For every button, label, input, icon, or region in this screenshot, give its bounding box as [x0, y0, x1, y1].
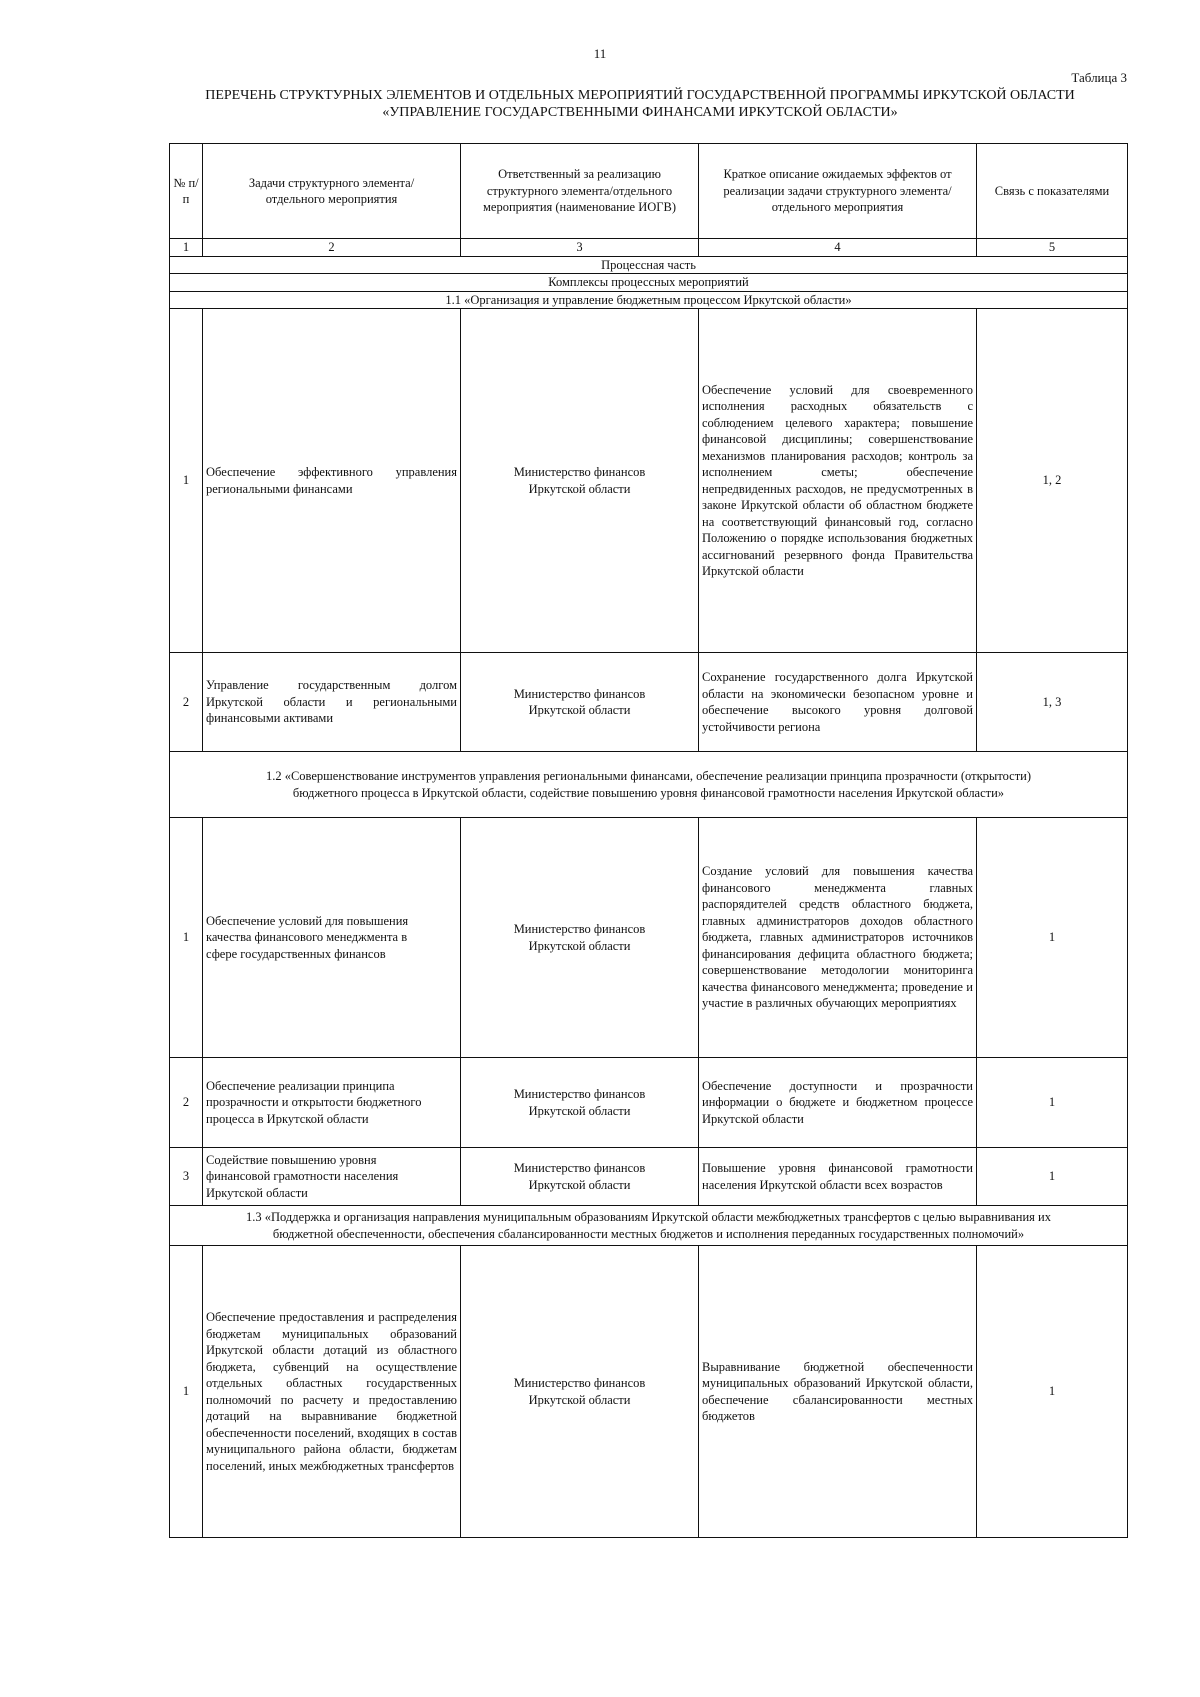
row-num: 1	[170, 309, 203, 653]
structural-elements-table	[169, 143, 1128, 1538]
table-row	[170, 1246, 1128, 1538]
row-effects: Обеспечение условий для своевременного исполнения расходных обязательств с соблюдением целевого характера; повышение финансовой дисциплины; совершенствование механизмов планирования расходов; контроль за исполнением сметы; обеспечение непредвиденных расходов, не предусмотренных в законе Иркутской области об областном бюджете на соответствующий финансовый год, согласно Положению о порядке использования бюджетных ассигнований резервного фонда Правительства Иркутской области	[699, 309, 977, 653]
table-row	[170, 653, 1128, 752]
row-responsible: Министерство финансов Иркутской области	[461, 1058, 699, 1148]
title-line-2: «УПРАВЛЕНИЕ ГОСУДАРСТВЕННЫМИ ФИНАНСАМИ ИРКУТСКОЙ ОБЛАСТИ»	[382, 105, 898, 120]
header-row	[170, 144, 1128, 239]
row-indicators: 1, 2	[977, 309, 1128, 653]
row-num: 2	[170, 1058, 203, 1148]
row-responsible: Министерство финансов Иркутской области	[461, 653, 699, 752]
section-1-2-title-line-2: бюджетного процесса в Иркутской области, содействие повышению уровня финансовой грамотности населения Иркутской области»	[292, 785, 1005, 800]
title-line-1: ПЕРЕЧЕНЬ СТРУКТУРНЫХ ЭЛЕМЕНТОВ И ОТДЕЛЬНЫХ МЕРОПРИЯТИЙ ГОСУДАРСТВЕННОЙ ПРОГРАММЫ ИРКУТСКОЙ ОБЛАСТИ	[205, 88, 1075, 103]
col-number-3: 3	[461, 239, 699, 257]
header-indicators: Связь с показателями	[977, 144, 1128, 239]
row-task: Содействие повышению уровня финансовой грамотности населения Иркутской области	[203, 1148, 461, 1206]
row-indicators: 1	[977, 818, 1128, 1058]
row-task: Обеспечение реализации принципа прозрачности и открытости бюджетного процесса в Иркутской области	[203, 1058, 461, 1148]
row-num: 2	[170, 653, 203, 752]
section-1-1-title: 1.1 «Организация и управление бюджетным процессом Иркутской области»	[170, 291, 1128, 309]
col-number-4: 4	[699, 239, 977, 257]
row-responsible: Министерство финансов Иркутской области	[461, 309, 699, 653]
section-1-2-row	[170, 752, 1128, 818]
row-indicators: 1	[977, 1246, 1128, 1538]
col-number-2: 2	[203, 239, 461, 257]
header-num: № п/п	[170, 144, 203, 239]
table-row	[170, 818, 1128, 1058]
row-num: 1	[170, 1246, 203, 1538]
table-label: Таблица 3	[1071, 70, 1127, 85]
section-1-1-row	[170, 291, 1128, 309]
section-1-3-title	[170, 1206, 1128, 1246]
row-indicators: 1	[977, 1058, 1128, 1148]
row-effects: Создание условий для повышения качества финансового менеджмента главных распорядителей средств областного бюджета, главных администраторов доходов областного бюджета, главных администраторов источников финансирования дефицита областного бюджета; совершенствование методологии мониторинга качества финансового менеджмента; проведение и участие в различных обучающих мероприятиях	[699, 818, 977, 1058]
row-indicators: 1, 3	[977, 653, 1128, 752]
row-responsible: Министерство финансов Иркутской области	[461, 1148, 699, 1206]
header-task: Задачи структурного элемента/отдельного мероприятия	[203, 144, 461, 239]
row-effects: Обеспечение доступности и прозрачности информации о бюджете и бюджетном процессе Иркутской области	[699, 1058, 977, 1148]
row-effects: Повышение уровня финансовой грамотности населения Иркутской области всех возрастов	[699, 1148, 977, 1206]
row-num: 3	[170, 1148, 203, 1206]
section-1-2-title-line-1: 1.2 «Совершенствование инструментов управления региональными финансами, обеспечение реализации принципа прозрачности (открытости)	[265, 769, 1032, 783]
table-row	[170, 1058, 1128, 1148]
row-task: Обеспечение предоставления и распределения бюджетам муниципальных образований Иркутской области дотаций из областного бюджета, субвенций на осуществление отдельных областных государственных полномочий по расчету и предоставлению дотаций на выравнивание бюджетной обеспеченности поселений, входящих в состав муниципального района области, бюджетам поселений, иных межбюджетных трансфертов	[203, 1246, 461, 1538]
row-responsible: Министерство финансов Иркутской области	[461, 818, 699, 1058]
section-1-3-title-line-2: бюджетной обеспеченности, обеспечения сбалансированности местных бюджетов и исполнения переданных государственных полномочий»	[272, 1226, 1025, 1241]
row-indicators: 1	[977, 1148, 1128, 1206]
col-number-1: 1	[170, 239, 203, 257]
header-responsible: Ответственный за реализацию структурного элемента/отдельного мероприятия (наименование ИОГВ)	[461, 144, 699, 239]
column-number-row	[170, 239, 1128, 257]
row-effects: Выравнивание бюджетной обеспеченности муниципальных образований Иркутской области, обеспечение сбалансированности местных бюджетов	[699, 1246, 977, 1538]
col-number-5: 5	[977, 239, 1128, 257]
process-part: Процессная часть	[170, 256, 1128, 274]
section-1-3-title-line-1: 1.3 «Поддержка и организация направления муниципальным образованиям Иркутской области межбюджетных трансфертов с целью выравнивания их	[246, 1210, 1051, 1224]
complexes-row	[170, 274, 1128, 292]
row-responsible: Министерство финансов Иркутской области	[461, 1246, 699, 1538]
section-1-3-row	[170, 1206, 1128, 1246]
table-row	[170, 1148, 1128, 1206]
row-effects: Сохранение государственного долга Иркутской области на экономически безопасном уровне и обеспечение высокого уровня долговой устойчивости региона	[699, 653, 977, 752]
row-task: Управление государственным долгом Иркутской области и региональными финансовыми активами	[203, 653, 461, 752]
process-part-row	[170, 256, 1128, 274]
complexes-title: Комплексы процессных мероприятий	[170, 274, 1128, 292]
section-1-2-title	[170, 752, 1128, 818]
row-task: Обеспечение эффективного управления региональными финансами	[203, 309, 461, 653]
page-number: 11	[593, 46, 607, 61]
document-title	[160, 87, 1120, 121]
row-task: Обеспечение условий для повышения качества финансового менеджмента в сфере государственных финансов	[203, 818, 461, 1058]
row-num: 1	[170, 818, 203, 1058]
table-row	[170, 309, 1128, 653]
header-effects: Краткое описание ожидаемых эффектов от реализации задачи структурного элемента/отдельного мероприятия	[699, 144, 977, 239]
